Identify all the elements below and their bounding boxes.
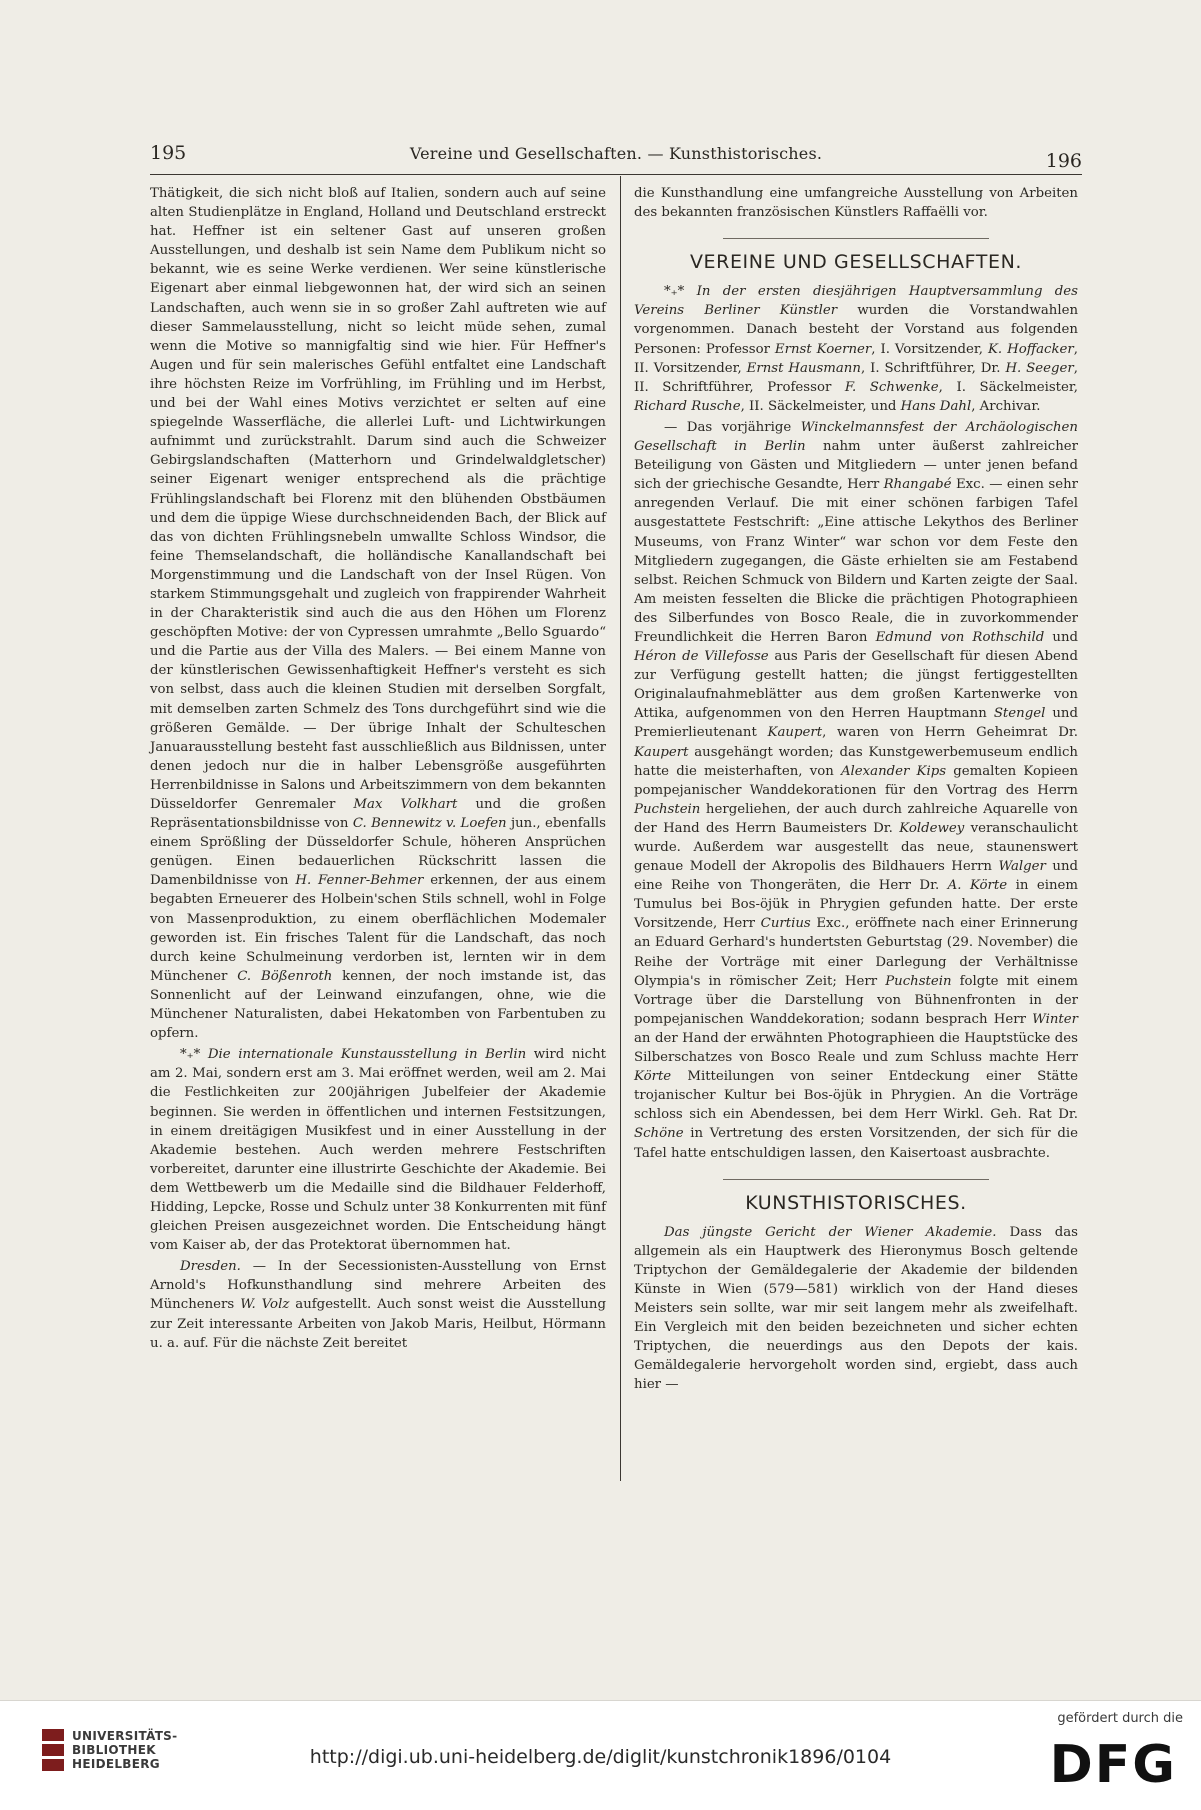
running-title: Vereine und Gesellschaften. — Kunsthistorisches. bbox=[409, 144, 823, 163]
page-header bbox=[150, 142, 1082, 172]
library-name: UNIVERSITÄTS- BIBLIOTHEK HEIDELBERG bbox=[72, 1729, 178, 1771]
column-rule bbox=[620, 176, 621, 1481]
funding-note: gefördert durch die bbox=[1057, 1711, 1183, 1726]
section-title-vereine: VEREINE UND GESELLSCHAFTEN. bbox=[689, 251, 1023, 274]
paragraph-dresden: Dresden. — In der Secessionisten-Ausstellung von Ernst Arnold's Hofkunsthandlung sind mehrere Arbeiten des Müncheners W. Volz aufgestellt. Auch sonst weist die Ausstellung zur Zeit interessante Arbeiten von Jakob Maris, Heilbut, Hörmann u. a. auf. Für die nächste Zeit bereitet bbox=[150, 1259, 607, 1351]
header-rule bbox=[150, 174, 1082, 175]
right-column bbox=[634, 184, 1078, 1397]
page-number-left: 195 bbox=[150, 142, 187, 164]
paragraph-juengstes-gericht: Das jüngste Gericht der Wiener Akademie. Dass das allgemein als ein Hauptwerk des Hieronymus Bosch geltende Triptychon der Gemäldegalerie der Akademie der bildenden Künste in Wien (579—581) wirklich von der Hand dieses Meisters sein sollte, war mir seit langem mehr als zweifelhaft. Ein Vergleich mit den beiden bezeichneten und sicher echten Triptychen, die neuerdings aus den Depots der kais. Gemäldegalerie hervorgeholt worden sind, ergiebt, dass auch hier — bbox=[634, 1224, 1079, 1393]
dfg-logo: DFG bbox=[1049, 1735, 1177, 1795]
section-divider bbox=[723, 238, 989, 239]
left-column bbox=[150, 184, 606, 1355]
paragraph-vorstand: *₊* In der ersten diesjährigen Hauptversammlung des Vereins Berliner Künstler wurden die Vorstandwahlen vorgenommen. Danach besteht der Vorstand aus folgenden Personen: Professor Ernst Koerner, I. Vorsitzender, K. Hoffacker, II. Vorsitzender, Ernst Hausmann, I. Schriftführer, Dr. H. Seeger, II. Schriftführer, Professor F. Schwenke, I. Säckelmeister, Richard Rusche, II. Säckelmeister, und Hans Dahl, Archivar. bbox=[634, 284, 1079, 414]
permalink-url[interactable]: http://digi.ub.uni-heidelberg.de/diglit/kunstchronik1896/0104 bbox=[309, 1746, 892, 1768]
section-title-kunsthistorisches: KUNSTHISTORISCHES. bbox=[745, 1191, 967, 1214]
paragraph-heffner: Thätigkeit, die sich nicht bloß auf Italien, sondern auch auf seine alten Studienplätze in England, Holland und Deutschland erstreckt hat. Heffner ist ein seltener Gast auf unseren großen Ausstellungen, und deshalb ist sein Name dem Publikum nicht so bekannt, wie es seine Werke verdienen. Wer seine künstlerische Eigenart aber einmal liebgewonnen hat, der wird sich an seinen Landschaften, auch wenn sie in so großer Zahl auftreten wie auf dieser Sammelausstellung, nicht so leicht müde sehen, zumal wenn die Motive so mannigfaltig sind wie hier. Für Heffner's Augen und für sein malerisches Gefühl entfaltet eine Landschaft ihre höchsten Reize im Vorfrühling, im Frühling und im Herbst, und bei der Wahl eines Motivs verzichtet er selten auf eine spiegelnde Wasserfläche, die allerlei Luft- und Lichtwirkungen aufnimmt und zurückstrahlt. Darum sind auch die Schweizer Gebirgslandschaften (Matterhorn und Grindelwaldgletscher) seiner Eigenart weniger entsprechend als die prächtige Frühlingslandschaft bei Florenz mit den blühenden Obstbäumen und dem die üppige Wiese durchschneidenden Bach, der Blick auf das von dichten Frühlingsnebeln umwallte Schloss Windsor, die feine Themselandschaft, die holländische Kanallandschaft bei Morgenstimmung und die Landschaft von der Insel Rügen. Von starkem Stimmungsgehalt und zugleich von frappirender Wahrheit in der Charakteristik sind auch die aus den Höhen um Florenz geschöpften Motive: der von Cypressen umrahmte „Bello Sguardo“ und die Partie aus der Villa des Malers. — Bei einem Manne von der künstlerischen Gewissenhaftigkeit Heffner's versteht es sich von selbst, dass auch die kleinen Studien mit derselben Sorgfalt, mit demselben zarten Schmelz des Tons durchgeführt sind wie die größeren Gemälde. — Der übrige Inhalt der Schulteschen Januarausstellung besteht fast ausschließlich aus Bildnissen, unter denen jedoch nur die in halber Lebensgröße ausgeführten Herrenbildnisse in Salons und Arbeitszimmern von dem bekannten Düsseldorfer Genremaler Max Volkhart und die großen Repräsentationsbildnisse von C. Bennewitz v. Loefen jun., ebenfalls einem Sprößling der Düsseldorfer Schule, höheren Ansprüchen genügen. Einen bedauerlichen Rückschritt lassen die Damenbildnisse von H. Fenner-Behmer erkennen, der aus einem begabten Erneuerer des Holbein'schen Stils schnell, wohl in Folge von Massenproduktion, zu einem oberflächlichen Modemaler geworden ist. Ein frisches Talent für die Landschaft, das noch durch keine Schulmeinung verdorben ist, lernten wir in dem Münchener C. Bößenroth kennen, der noch imstande ist, das Sonnenlicht auf der Leinwand einzufangen, ohne, wie die Münchener Naturalisten, dabei Hekatomben von Farbentuben zu opfern. bbox=[150, 186, 606, 1042]
page-number-right: 196 bbox=[1045, 150, 1082, 172]
section-divider bbox=[723, 1179, 989, 1180]
footer-bar bbox=[0, 1700, 1201, 1810]
paragraph-winckelmannsfest: — Das vorjährige Winckelmannsfest der Archäologischen Gesellschaft in Berlin nahm unter äußerst zahlreicher Beteiligung von Gästen und Mitgliedern — unter jenen befand sich der griechische Gesandte, Herr Rhangabé Exc. — einen sehr anregenden Verlauf. Die mit einer schönen farbigen Tafel ausgestattete Festschrift: „Eine attische Lekythos des Berliner Museums, von Franz Winter“ war schon vor dem Feste den Mitgliedern zugegangen, die Gäste erhielten sie am Festabend selbst. Reichen Schmuck von Bildern und Karten zeigte der Saal. Am meisten fesselten die Blicke die prächtigen Photographieen des Silberfundes von Bosco Reale, die in zuvorkommender Freundlichkeit die Herren Baron Edmund von Rothschild und Héron de Villefosse aus Paris der Gesellschaft für diesen Abend zur Verfügung gestellt hatten; die jüngst fertiggestellten Originalaufnahmeblätter aus dem großen Kartenwerke von Attika, aufgenommen von den Herren Hauptmann Stengel und Premierlieutenant Kaupert, waren von Herrn Geheimrat Dr. Kaupert ausgehängt worden; das Kunstgewerbemuseum endlich hatte die meisterhaften, von Alexander Kips gemalten Kopieen pompejanischer Wanddekorationen für den Vortrag des Herrn Puchstein hergeliehen, der auch durch zahlreiche Aquarelle von der Hand des Herrn Baumeisters Dr. Koldewey veranschaulicht wurde. Außerdem war ausgestellt das neue, staunenswert genaue Modell der Akropolis des Bildhauers Herrn Walger und eine Reihe von Thongeräten, die Herr Dr. A. Körte in einem Tumulus bei Bos-öjük in Phrygien gefunden hatte. Der erste Vorsitzende, Herr Curtius Exc., eröffnete nach einer Erinnerung an Eduard Gerhard's hundertsten Geburtstag (29. November) die Reihe der Vorträge mit einer Darlegung der Verhältnisse Olympia's in römischer Zeit; Herr Puchstein folgte mit einem Vortrage über die Darstellung von Bühnenfronten in der pompejanischen Wanddekoration; sodann besprach Herr Winter an der Hand der erwähnten Photographieen die Hauptstücke des Silberschatzes von Bosco Reale und zum Schluss machte Herr Körte Mitteilungen von seiner Entdeckung einer Stätte trojanischer Kultur bei Bos-öjük in Phrygien. An die Vorträge schloss sich ein Abendessen, bei dem Herr Wirkl. Geh. Rat Dr. Schöne in Vertretung des ersten Vorsitzenden, der sich für die Tafel hatte entschuldigen lassen, den Kaisertoast ausbrachte. bbox=[634, 419, 1079, 1161]
paragraph-raffaelli: die Kunsthandlung eine umfangreiche Ausstellung von Arbeiten des bekannten französischen Künstlers Raffaëlli vor. bbox=[634, 186, 1078, 221]
paragraph-kunstausstellung: *₊* Die internationale Kunstausstellung in Berlin wird nicht am 2. Mai, sondern erst am 3. Mai eröffnet werden, weil am 2. Mai die Festlichkeiten zur 200jährigen Jubelfeier der Akademie beginnen. Sie werden in öffentlichen und internen Festsitzungen, in einem dreitägigen Musikfest und in einer Ausstellung in der Akademie bestehen. Auch werden mehrere Festschriften vorbereitet, darunter eine illustrirte Geschichte der Akademie. Bei dem Wettbewerb um die Medaille sind die Bildhauer Felderhoff, Hidding, Lepcke, Rosse und Schulz unter 38 Konkurrenten mit fünf gleichen Preisen ausgezeichnet worden. Die Entscheidung hängt vom Kaiser ab, der das Protektorat übernommen hat. bbox=[150, 1047, 606, 1254]
